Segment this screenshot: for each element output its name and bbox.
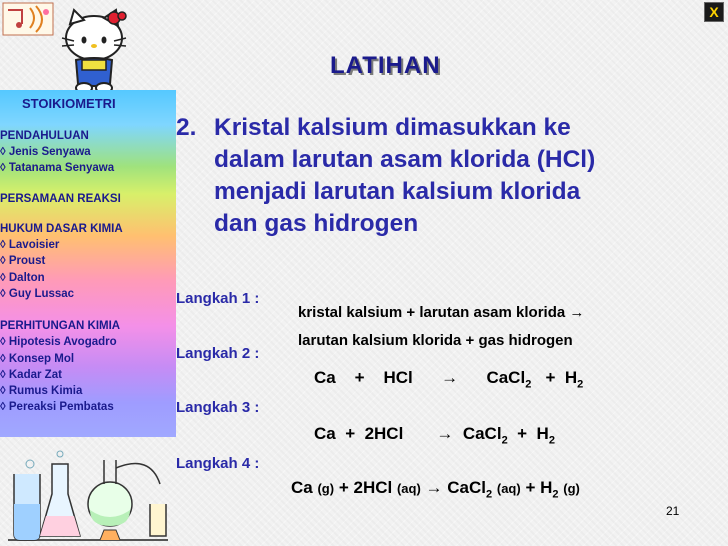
eq-state: (aq) xyxy=(496,481,521,496)
sidebar-item-proust[interactable]: ◊ Proust xyxy=(0,255,46,267)
sidebar-header: STOIKIOMETRI xyxy=(22,96,116,111)
eq-subscript: 2 xyxy=(577,378,584,391)
eq-plus: + xyxy=(338,478,349,497)
sidebar-item-guy-lussac[interactable]: ◊ Guy Lussac xyxy=(0,288,75,300)
equation-step4 xyxy=(291,478,580,500)
step1-line2: larutan kalsium klorida + gas hidrogen xyxy=(298,332,573,349)
eq-term: CaCl xyxy=(486,368,526,387)
sidebar-item-konsep-mol[interactable]: ◊ Konsep Mol xyxy=(0,353,75,365)
eq-subscript: 2 xyxy=(501,434,508,447)
step-label-4: Langkah 4 : xyxy=(176,455,260,472)
sidebar-item-tatanama-senyawa[interactable]: ◊ Tatanama Senyawa xyxy=(0,162,115,174)
sidebar-item-hipotesis-avogadro[interactable]: ◊ Hipotesis Avogadro xyxy=(0,336,117,348)
equation-step2 xyxy=(314,368,583,390)
slide-title: LATIHAN xyxy=(330,52,441,79)
eq-subscript: 2 xyxy=(525,378,532,391)
step-label-2: Langkah 2 : xyxy=(176,345,260,362)
arrow-icon: → xyxy=(436,424,454,443)
sidebar-item-pereaksi-pembatas[interactable]: ◊ Pereaksi Pembatas xyxy=(0,401,114,413)
eq-plus: + xyxy=(525,478,536,497)
eq-term: H xyxy=(536,424,549,443)
kitty-mascot-icon xyxy=(60,8,130,94)
question-line: Kristal kalsium dimasukkan ke xyxy=(214,114,571,141)
eq-term: H xyxy=(540,478,553,497)
sidebar-item-jenis-senyawa[interactable]: ◊ Jenis Senyawa xyxy=(0,146,91,158)
eq-term: Ca xyxy=(291,478,313,497)
eq-term: CaCl xyxy=(462,424,502,443)
eq-term: Ca xyxy=(314,368,336,387)
eq-plus: + xyxy=(545,368,556,387)
eq-term: HCl xyxy=(383,368,413,387)
lab-glassware-icon xyxy=(0,444,176,546)
step-label-3: Langkah 3 : xyxy=(176,399,260,416)
eq-term: 2HCl xyxy=(364,424,404,443)
sidebar-item-rumus-kimia[interactable]: ◊ Rumus Kimia xyxy=(0,385,83,397)
eq-term: 2HCl xyxy=(353,478,393,497)
page-number: 21 xyxy=(666,504,680,518)
sidebar-item-dalton[interactable]: ◊ Dalton xyxy=(0,272,45,284)
question-line: dalam larutan asam klorida (HCl) xyxy=(214,146,596,173)
arrow-icon: → xyxy=(441,368,459,387)
step1-line1: kristal kalsium + larutan asam klorida → xyxy=(298,304,585,321)
eq-plus: + xyxy=(354,368,365,387)
eq-term: Ca xyxy=(314,424,336,443)
sidebar-item-perhitungan-kimia[interactable]: PERHITUNGAN KIMIA xyxy=(0,320,121,332)
sidebar-item-kadar-zat[interactable]: ◊ Kadar Zat xyxy=(0,369,62,381)
eq-state: (g) xyxy=(563,481,580,496)
sidebar-item-hukum-dasar-kimia[interactable]: HUKUM DASAR KIMIA xyxy=(0,223,123,235)
step-label-1: Langkah 1 : xyxy=(176,290,260,307)
sidebar-item-persamaan-reaksi[interactable]: PERSAMAAN REAKSI xyxy=(0,193,121,205)
equation-step3 xyxy=(314,424,555,446)
eq-term: H xyxy=(564,368,578,387)
eq-term: CaCl xyxy=(447,478,486,497)
eq-state: (g) xyxy=(317,481,335,496)
sound-note-icon xyxy=(2,2,54,36)
sidebar-item-pendahuluan[interactable]: PENDAHULUAN xyxy=(0,130,89,142)
eq-state: (aq) xyxy=(396,481,421,496)
question-line: dan gas hidrogen xyxy=(214,210,419,237)
sidebar-item-lavoisier[interactable]: ◊ Lavoisier xyxy=(0,239,60,251)
eq-subscript: 2 xyxy=(552,488,559,501)
eq-plus: + xyxy=(345,424,356,443)
eq-plus: + xyxy=(517,424,528,443)
arrow-icon: → xyxy=(425,478,443,497)
eq-subscript: 2 xyxy=(548,434,555,447)
close-button[interactable]: X xyxy=(704,2,724,22)
eq-subscript: 2 xyxy=(486,488,493,501)
question-line: menjadi larutan kalsium klorida xyxy=(214,178,581,205)
question-number: 2. xyxy=(176,114,197,141)
sidebar-nav xyxy=(0,90,176,437)
